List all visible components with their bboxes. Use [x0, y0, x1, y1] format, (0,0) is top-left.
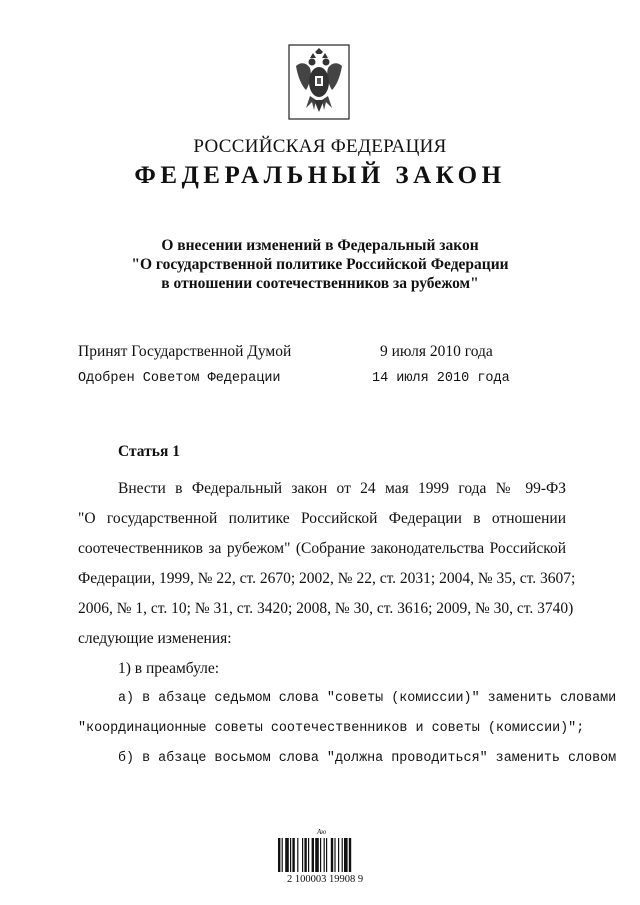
law-title-line: в отношении соотечественников за рубежом"	[161, 275, 479, 292]
council-approval-label: Одобрен Советом Федерации	[78, 371, 281, 386]
law-type-heading: ФЕДЕРАЛЬНЫЙ ЗАКОН	[134, 162, 506, 189]
barcode-bar	[349, 838, 351, 872]
barcode-bar	[282, 838, 283, 872]
article-line: б) в абзаце восьмом слова "должна проводиться" заменить словом	[118, 751, 617, 766]
article-line: "координационные советы соотечественников и советы (комиссии)";	[78, 721, 585, 736]
barcode-bar	[320, 838, 321, 872]
barcode-bar	[331, 838, 333, 872]
article-line: Федерации, 1999, № 22, ст. 2670; 2002, № 22, ст. 2031; 2004, № 35, ст. 3607;	[78, 570, 576, 587]
barcode-mark: Аю	[317, 828, 327, 836]
article-line: соотечественников за рубежом" (Собрание законодательства Российской	[78, 540, 566, 557]
barcode-bar	[324, 838, 325, 872]
article-line: а) в абзаце седьмом слова "советы (комиссии)" заменить словами	[118, 691, 617, 706]
coat-of-arms-emblem-icon	[288, 44, 350, 120]
barcode-icon	[278, 838, 374, 872]
duma-adoption-label: Принят Государственной Думой	[78, 343, 292, 360]
barcode-bar	[304, 838, 306, 872]
barcode-bar	[285, 838, 289, 872]
article-line: "О государственной политике Российской Федерации в отношении	[78, 510, 566, 527]
barcode-bar	[312, 838, 314, 872]
barcode-bar	[344, 838, 348, 872]
article-line: Внести в Федеральный закон от 24 мая 1999 года № 99-ФЗ	[118, 480, 566, 497]
barcode-number: 2 100003 19908 9	[286, 874, 364, 885]
law-title	[90, 236, 550, 293]
duma-adoption-date: 9 июля 2010 года	[380, 343, 493, 360]
article-line: следующие изменения:	[78, 630, 232, 647]
document-barcode	[270, 828, 380, 890]
country-name: РОССИЙСКАЯ ФЕДЕРАЦИЯ	[193, 136, 447, 157]
barcode-bar	[278, 838, 280, 872]
article-line: 1) в преамбуле:	[118, 660, 220, 677]
barcode-bar	[302, 838, 303, 872]
barcode-bar	[308, 838, 309, 872]
barcode-bar	[338, 838, 339, 872]
law-title-line: О внесении изменений в Федеральный закон	[161, 237, 479, 254]
article-line: 2006, № 1, ст. 10; № 31, ст. 3420; 2008, № 30, ст. 3616; 2009, № 30, ст. 3740)	[78, 600, 574, 617]
barcode-bar	[326, 838, 327, 872]
barcode-bar	[297, 838, 298, 872]
law-title-line: "О государственной политике Российской Федерации	[131, 256, 509, 273]
barcode-bar	[315, 838, 319, 872]
barcode-bar	[290, 838, 291, 872]
barcode-bar	[292, 838, 294, 872]
article-heading: Статья 1	[118, 443, 180, 460]
council-approval-date: 14 июля 2010 года	[372, 371, 510, 386]
article-body	[78, 474, 617, 774]
barcode-bar	[342, 838, 343, 872]
barcode-bar	[334, 838, 335, 872]
